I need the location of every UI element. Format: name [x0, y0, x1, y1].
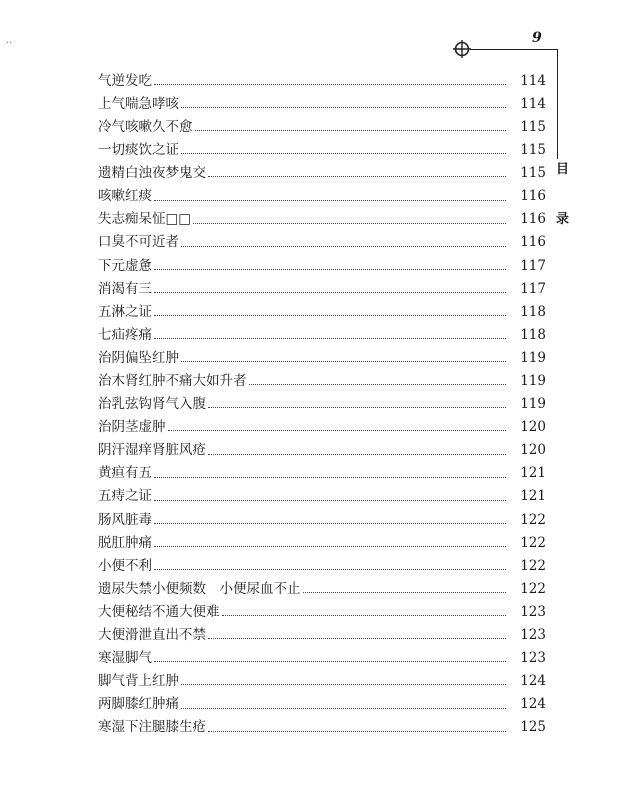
- toc-leader-dots: [208, 731, 506, 732]
- toc-entry[interactable]: [98, 717, 546, 740]
- toc-entry-title: 小便不利: [98, 557, 152, 574]
- toc-leader-dots: [208, 176, 506, 177]
- toc-entry-page: 122: [520, 534, 546, 551]
- toc-entry[interactable]: [98, 232, 546, 255]
- toc-entry-title: 寒湿脚气: [98, 650, 152, 667]
- toc-leader-dots: [154, 292, 506, 293]
- toc-entry-page: 122: [520, 511, 546, 528]
- toc-leader-dots: [195, 130, 507, 131]
- toc-leader-dots: [154, 661, 506, 662]
- toc-entry[interactable]: [98, 185, 546, 208]
- toc-entry[interactable]: [98, 601, 546, 624]
- toc-entry-title: 两脚膝红肿痛: [98, 696, 179, 713]
- toc-entry-page: 124: [520, 696, 546, 713]
- toc-entry-title: 七疝疼痛: [98, 326, 152, 343]
- toc-entry-title: 治木肾红肿不痛大如升者: [98, 373, 247, 390]
- toc-entry-title: 气逆发吃: [98, 72, 152, 89]
- toc-entry[interactable]: [98, 370, 546, 393]
- toc-entry-title: 咳嗽红痰: [98, 188, 152, 205]
- toc-entry-page: 122: [520, 557, 546, 574]
- toc-entry-page: 116: [520, 234, 546, 251]
- toc-entry-page: 117: [520, 257, 546, 274]
- toc-leader-dots: [208, 638, 506, 639]
- toc-entry-title: 消渴有三: [98, 280, 152, 297]
- toc-entry-page: 118: [520, 303, 546, 320]
- toc-entry-title: 五淋之证: [98, 303, 152, 320]
- page-number: 9: [532, 30, 542, 46]
- toc-entry-page: 119: [520, 396, 546, 413]
- toc-entry-title: 肠风脏毒: [98, 511, 152, 528]
- toc-entry-page: 119: [520, 373, 546, 390]
- toc-entry-title: 遗精白浊夜梦鬼交: [98, 165, 206, 182]
- toc-entry-title: 口臭不可近者: [98, 234, 179, 251]
- toc-leader-dots: [168, 430, 507, 431]
- toc-entry[interactable]: [98, 139, 546, 162]
- toc-entry[interactable]: [98, 486, 546, 509]
- toc-leader-dots: [181, 708, 506, 709]
- toc-entry-title: 上气喘急哮咳: [98, 95, 179, 112]
- toc-entry-title: 一切痰饮之证: [98, 142, 179, 159]
- toc-entry-title: 阴汗湿痒肾脏风疮: [98, 442, 206, 459]
- toc-leader-dots: [154, 269, 506, 270]
- toc-leader-dots: [181, 361, 506, 362]
- toc-entry-title: 治阴偏坠红肿: [98, 349, 179, 366]
- toc-leader-dots: [222, 615, 507, 616]
- toc-leader-dots: [154, 546, 506, 547]
- toc-entry-title: 治阴茎虚肿: [98, 419, 166, 436]
- side-label-mu: 目: [556, 162, 570, 177]
- toc-entry-page: 123: [520, 627, 546, 644]
- toc-entry-page: 125: [520, 719, 546, 736]
- toc-entry[interactable]: [98, 393, 546, 416]
- toc-entry[interactable]: [98, 647, 546, 670]
- toc-entry[interactable]: [98, 70, 546, 93]
- header-rule: [470, 49, 558, 50]
- toc-leader-dots: [193, 223, 506, 224]
- toc-entry-title: 脚气背上红肿: [98, 673, 179, 690]
- toc-entry-page: 115: [520, 165, 546, 182]
- toc-leader-dots: [154, 84, 506, 85]
- toc-entry[interactable]: [98, 694, 546, 717]
- toc-entry[interactable]: [98, 555, 546, 578]
- toc-entry-page: 120: [520, 419, 546, 436]
- crosshair-circle-icon: [452, 39, 472, 59]
- toc-entry[interactable]: [98, 416, 546, 439]
- stray-mark: ··: [6, 38, 13, 49]
- toc-leader-dots: [181, 246, 506, 247]
- toc-leader-dots: [154, 338, 506, 339]
- toc-entry-page: 114: [520, 72, 546, 89]
- toc-entry-page: 115: [520, 142, 546, 159]
- toc-entry-page: 116: [520, 211, 546, 228]
- toc-entry-page: 124: [520, 673, 546, 690]
- toc-leader-dots: [249, 384, 507, 385]
- toc-entry-page: 123: [520, 603, 546, 620]
- toc-entry-page: 119: [520, 349, 546, 366]
- toc-leader-dots: [154, 200, 506, 201]
- toc-entry-page: 121: [520, 488, 546, 505]
- toc-entry[interactable]: [98, 509, 546, 532]
- toc-leader-dots: [208, 407, 506, 408]
- toc-leader-dots: [154, 477, 506, 478]
- toc-entry-title: 冷气咳嗽久不愈: [98, 118, 193, 135]
- toc-leader-dots: [181, 684, 506, 685]
- toc-entry-title: 大便秘结不通大便难: [98, 603, 220, 620]
- toc-leader-dots: [154, 569, 506, 570]
- toc-entry-title: 脱肛肿痛: [98, 534, 152, 551]
- toc-leader-dots: [154, 523, 506, 524]
- toc-entry-title: 下元虚惫: [98, 257, 152, 274]
- toc-entry-page: 123: [520, 650, 546, 667]
- toc-entry[interactable]: [98, 347, 546, 370]
- toc-entry[interactable]: [98, 463, 546, 486]
- toc-entry-title: 黄疸有五: [98, 465, 152, 482]
- table-of-contents: [98, 70, 546, 740]
- toc-entry-page: 117: [520, 280, 546, 297]
- toc-leader-dots: [181, 153, 506, 154]
- toc-entry[interactable]: [98, 670, 546, 693]
- toc-entry-title: 五痔之证: [98, 488, 152, 505]
- toc-entry[interactable]: [98, 532, 546, 555]
- toc-entry-page: 114: [520, 95, 546, 112]
- toc-entry[interactable]: [98, 624, 546, 647]
- toc-entry[interactable]: [98, 209, 546, 232]
- toc-leader-dots: [303, 592, 507, 593]
- side-label-lu: 录: [556, 212, 570, 227]
- toc-leader-dots: [181, 107, 506, 108]
- toc-entry-page: 115: [520, 118, 546, 135]
- side-rule: [557, 49, 558, 159]
- toc-entry[interactable]: [98, 440, 546, 463]
- toc-entry-title: 大便滑泄直出不禁: [98, 627, 206, 644]
- toc-leader-dots: [208, 454, 506, 455]
- toc-entry[interactable]: [98, 116, 546, 139]
- toc-entry-title: 失志痴呆怔□□: [98, 211, 192, 228]
- toc-entry[interactable]: [98, 162, 546, 185]
- toc-entry-page: 116: [520, 188, 546, 205]
- toc-entry[interactable]: [98, 278, 546, 301]
- toc-entry-page: 122: [520, 580, 546, 597]
- toc-entry-page: 121: [520, 465, 546, 482]
- toc-entry-page: 120: [520, 442, 546, 459]
- toc-leader-dots: [154, 500, 506, 501]
- toc-entry[interactable]: [98, 255, 546, 278]
- toc-entry-title: 寒湿下注腿膝生疮: [98, 719, 206, 736]
- toc-leader-dots: [154, 315, 506, 316]
- toc-entry-page: 118: [520, 326, 546, 343]
- toc-entry-title: 遗尿失禁小便频数 小便尿血不止: [98, 580, 301, 597]
- toc-entry[interactable]: [98, 301, 546, 324]
- toc-entry[interactable]: [98, 93, 546, 116]
- toc-entry[interactable]: [98, 324, 546, 347]
- toc-entry-title: 治乳弦钩肾气入腹: [98, 396, 206, 413]
- toc-entry[interactable]: [98, 578, 546, 601]
